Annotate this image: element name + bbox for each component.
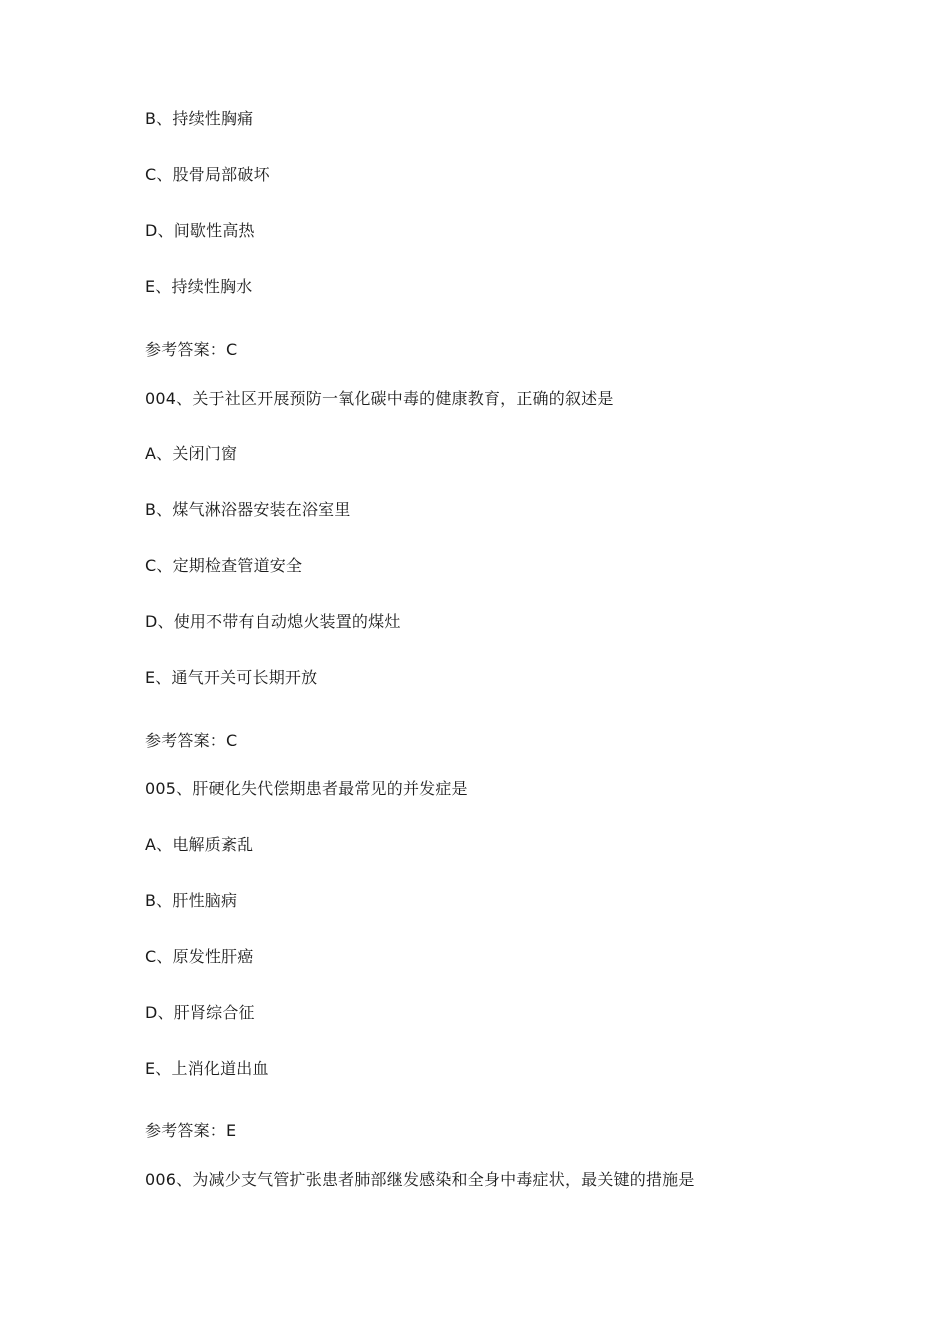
option-line: D、使用不带有自动熄火装置的煤灶	[145, 612, 401, 631]
option-line: B、煤气淋浴器安装在浴室里	[145, 500, 351, 519]
option-line: B、持续性胸痛	[145, 109, 254, 128]
question-line: 005、肝硬化失代偿期患者最常见的并发症是	[145, 779, 468, 798]
option-line: E、持续性胸水	[145, 277, 253, 296]
answer-line: 参考答案：E	[145, 1121, 237, 1140]
option-line: D、间歇性高热	[145, 221, 255, 240]
answer-line: 参考答案：C	[145, 731, 238, 750]
question-line: 004、关于社区开展预防一氧化碳中毒的健康教育，正确的叙述是	[145, 389, 614, 408]
question-line: 006、为减少支气管扩张患者肺部继发感染和全身中毒症状，最关键的措施是	[145, 1170, 695, 1189]
option-line: C、股骨局部破坏	[145, 165, 270, 184]
option-line: B、肝性脑病	[145, 891, 238, 910]
option-line: C、原发性肝癌	[145, 947, 254, 966]
option-line: A、电解质紊乱	[145, 835, 254, 854]
answer-line: 参考答案：C	[145, 340, 238, 359]
option-line: A、关闭门窗	[145, 444, 238, 463]
option-line: E、通气开关可长期开放	[145, 668, 318, 687]
option-line: D、肝肾综合征	[145, 1003, 255, 1022]
option-line: C、定期检查管道安全	[145, 556, 303, 575]
option-line: E、上消化道出血	[145, 1059, 269, 1078]
